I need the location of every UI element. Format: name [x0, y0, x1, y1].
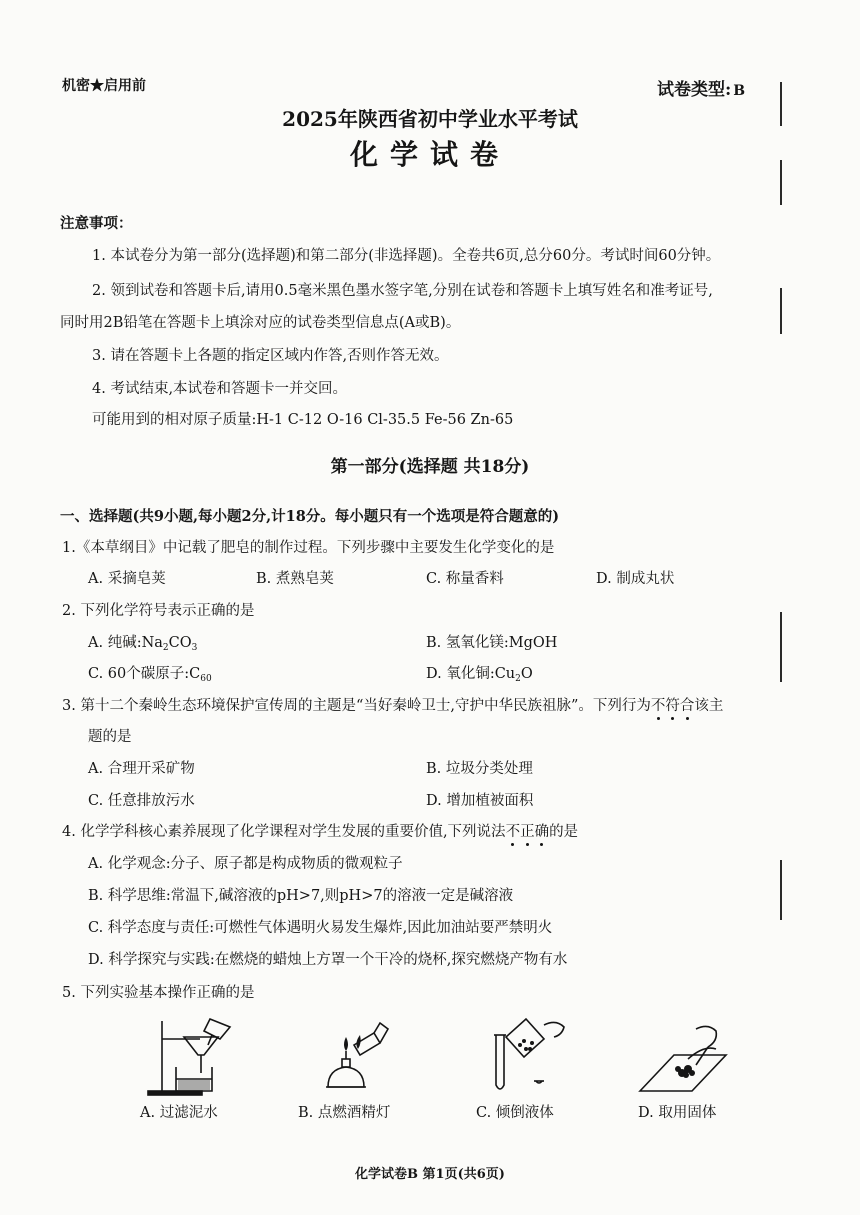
paper-type-label: 试卷类型 — [657, 80, 725, 100]
pouring-liquid-figure — [482, 1015, 578, 1097]
q4-stem-pre: 4. 化学学科核心素养展现了化学课程对学生发展的重要价值,下列说法 — [62, 824, 506, 840]
q2-d-sub: 2 — [515, 674, 521, 684]
q4-stem — [62, 820, 578, 841]
page-footer: 化学试卷B 第1页(共6页) — [355, 1167, 505, 1182]
alcohol-lamp-figure — [318, 1015, 394, 1097]
paper-type-value: B — [733, 83, 746, 99]
q4-option-c: C. 科学态度与责任:可燃性气体遇明火易发生爆炸,因此加油站要严禁明火 — [88, 920, 553, 936]
q1-option-c: C. 称量香料 — [426, 571, 504, 587]
exam-title: 2025年陕西省初中学业水平考试 — [282, 107, 578, 131]
q1-option-b: B. 煮熟皂荚 — [256, 571, 334, 587]
scan-edge-mark — [780, 160, 782, 205]
q3-stem — [62, 694, 723, 715]
q3-option-c: C. 任意排放污水 — [88, 793, 195, 809]
part1-title: 第一部分(选择题 共18分) — [330, 457, 530, 477]
scan-edge-mark — [780, 860, 782, 920]
q5-option-a: A. 过滤泥水 — [140, 1105, 218, 1121]
q2-c-sub: 60 — [200, 674, 212, 684]
q3-stem-pre: 3. 第十二个秦岭生态环境保护宣传周的主题是“当好秦岭卫士,守护中华民族祖脉”。下列行为 — [62, 698, 651, 714]
taking-solid-figure — [634, 1015, 730, 1097]
note-item-2: 2. 领到试卷和答题卡后,请用0.5毫米黑色墨水签字笔,分别在试卷和答题卡上填写姓名和准考证号, — [92, 283, 713, 299]
atomic-mass-line: 可能用到的相对原子质量:H-1 C-12 O-16 Cl-35.5 Fe-56 Zn-65 — [92, 412, 514, 428]
emphasis-char: 确 — [534, 824, 550, 840]
q2-c-text: C. 60个碳原子:C — [88, 666, 201, 682]
confidential-label: 机密★启用前 — [62, 78, 146, 94]
q4-stem-post: 的是 — [549, 824, 579, 840]
q2-a-text: A. 纯碱:Na — [88, 635, 163, 651]
emphasis-char: 合 — [679, 698, 695, 714]
q5-option-b: B. 点燃酒精灯 — [298, 1105, 391, 1121]
note-item-1: 1. 本试卷分为第一部分(选择题)和第二部分(非选择题)。全卷共6页,总分60分。考试时间60分钟。 — [92, 248, 721, 264]
q2-option-a — [88, 631, 197, 653]
q4-option-a: A. 化学观念:分子、原子都是构成物质的微观粒子 — [88, 856, 403, 872]
q2-option-c — [88, 662, 212, 684]
q5-option-c: C. 倾倒液体 — [476, 1105, 554, 1121]
scan-edge-mark — [780, 288, 782, 334]
note-item-4: 4. 考试结束,本试卷和答题卡一并交回。 — [92, 381, 348, 397]
note-item-2-cont: 同时用2B铅笔在答题卡上填涂对应的试卷类型信息点(A或B)。 — [60, 315, 461, 331]
note-item-3: 3. 请在答题卡上各题的指定区域内作答,否则作答无效。 — [92, 348, 449, 364]
filtration-apparatus-figure — [142, 1015, 242, 1097]
q4-option-d: D. 科学探究与实践:在燃烧的蜡烛上方罩一个干冷的烧杯,探究燃烧产物有水 — [88, 952, 568, 968]
q2-d-text: D. 氧化铜:Cu — [426, 666, 516, 682]
q5-option-d: D. 取用固体 — [638, 1105, 717, 1121]
scan-edge-mark — [780, 82, 782, 126]
q2-d-end: O — [520, 666, 533, 682]
q4-option-b: B. 科学思维:常温下,碱溶液的pH>7,则pH>7的溶液一定是碱溶液 — [88, 888, 514, 904]
emphasis-char: 符 — [665, 698, 680, 714]
subject-title: 化学试卷 — [349, 138, 510, 171]
q1-option-d: D. 制成丸状 — [596, 571, 675, 587]
scan-edge-mark — [780, 612, 782, 682]
q2-a-sub: 2 — [162, 643, 169, 653]
q3-option-d: D. 增加植被面积 — [426, 793, 534, 809]
paper-type: 试卷类型: B — [657, 80, 746, 100]
q2-option-d — [426, 662, 533, 684]
q2-stem: 2. 下列化学符号表示正确的是 — [62, 603, 255, 619]
q1-stem: 1.《本草纲目》中记载了肥皂的制作过程。下列步骤中主要发生化学变化的是 — [62, 540, 555, 556]
q3-stem-cont: 题的是 — [88, 729, 132, 745]
emphasis-char: 不 — [505, 824, 521, 840]
q2-a-mid: CO — [168, 635, 192, 651]
section1-heading: 一、选择题(共9小题,每小题2分,计18分。每小题只有一个选项是符合题意的) — [60, 508, 560, 525]
q5-stem: 5. 下列实验基本操作正确的是 — [62, 985, 255, 1001]
notes-heading: 注意事项： — [60, 215, 133, 232]
q2-option-b: B. 氢氧化镁:MgOH — [426, 635, 558, 651]
q3-option-b: B. 垃圾分类处理 — [426, 761, 533, 777]
emphasis-char: 不 — [650, 698, 666, 714]
q3-stem-post: 该主 — [694, 698, 724, 714]
q2-a-sub2: 3 — [191, 643, 198, 653]
emphasis-char: 正 — [520, 824, 535, 840]
q1-option-a: A. 采摘皂荚 — [88, 571, 166, 587]
q3-option-a: A. 合理开采矿物 — [88, 761, 195, 777]
